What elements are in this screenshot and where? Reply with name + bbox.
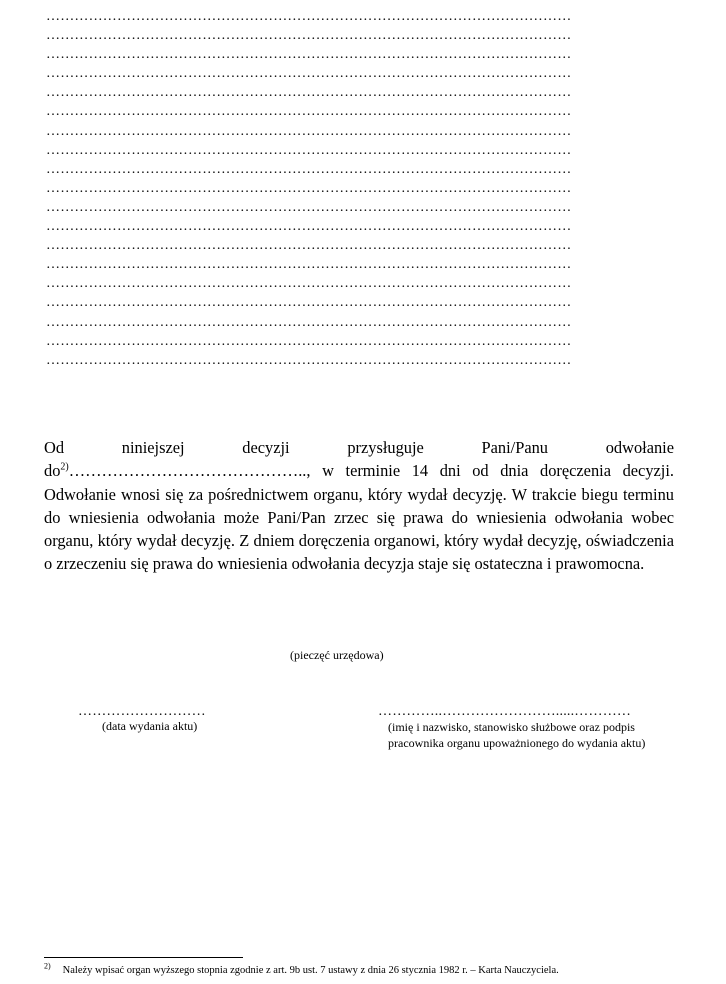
signature-field: …………..…………………….....………… [378, 704, 632, 719]
signature-label: (imię i nazwisko, stanowisko służbowe oraz podpis pracownika organu upoważnionego do wydania aktu) [388, 720, 646, 750]
dotted-fill-line: ………………………………………………………………………………………………… [46, 352, 572, 368]
dotted-fill-line: ………………………………………………………………………………………………… [46, 333, 572, 349]
dotted-fill-line: ………………………………………………………………………………………………… [46, 238, 572, 254]
dotted-fill-line: ………………………………………………………………………………………………… [46, 314, 572, 330]
dotted-fill-line: ………………………………………………………………………………………………… [46, 295, 572, 311]
date-issued-field: ……………………… [78, 704, 206, 719]
dotted-fill-line: ………………………………………………………………………………………………… [46, 257, 572, 273]
dotted-fill-line: ………………………………………………………………………………………………… [46, 123, 572, 139]
dotted-fill-line: ………………………………………………………………………………………………… [46, 9, 572, 24]
dotted-fill-line: ………………………………………………………………………………………………… [46, 142, 572, 158]
dotted-fill-line: ………………………………………………………………………………………………… [46, 28, 572, 44]
appeal-text-start: Od niniejszej decyzji przysługuje Pani/Panu odwołanie do [44, 438, 674, 481]
dotted-fill-line: ………………………………………………………………………………………………… [46, 199, 572, 215]
dotted-fill-lines [46, 7, 676, 370]
official-stamp-label: (pieczęć urzędowa) [290, 648, 384, 662]
footnote-marker: 2) [44, 961, 51, 971]
footnote-text: Należy wpisać organ wyższego stopnia zgodnie z art. 9b ust. 7 ustawy z dnia 26 stycznia 1982 r. – Karta Nauczyciela. [62, 965, 559, 976]
dotted-fill-line: ………………………………………………………………………………………………… [46, 180, 572, 196]
dotted-fill-line: ………………………………………………………………………………………………… [46, 219, 572, 235]
dotted-fill-line: ………………………………………………………………………………………………… [46, 104, 572, 120]
appeal-information-paragraph [44, 436, 674, 576]
dotted-fill-line: ………………………………………………………………………………………………… [46, 47, 572, 63]
date-issued-label: (data wydania aktu) [102, 719, 198, 733]
footnote-separator [44, 957, 243, 958]
dotted-fill-line: ………………………………………………………………………………………………… [46, 161, 572, 177]
dotted-fill-line: ………………………………………………………………………………………………… [46, 85, 572, 101]
footnote [44, 961, 559, 976]
footnote-reference: 2) [60, 461, 69, 473]
dotted-fill-line: ………………………………………………………………………………………………… [46, 66, 572, 82]
appeal-text-rest: …………………………………….., w terminie 14 dni od dnia doręczenia decyzji. Odwołanie wnosi się za pośrednictwem organu, który wydał decyzję. W trakcie biegu terminu do wniesienia odwołania może Pani/Pan zrzec się prawa do wniesienia odwołania wobec organu, który wydał decyzję. Z dniem doręczenia organowi, który wydał decyzję, oświadczenia o zrzeczeniu się prawa do wniesienia odwołania decyzja staje się ostateczna i prawomocna. [44, 461, 674, 574]
dotted-fill-line: ………………………………………………………………………………………………… [46, 276, 572, 292]
